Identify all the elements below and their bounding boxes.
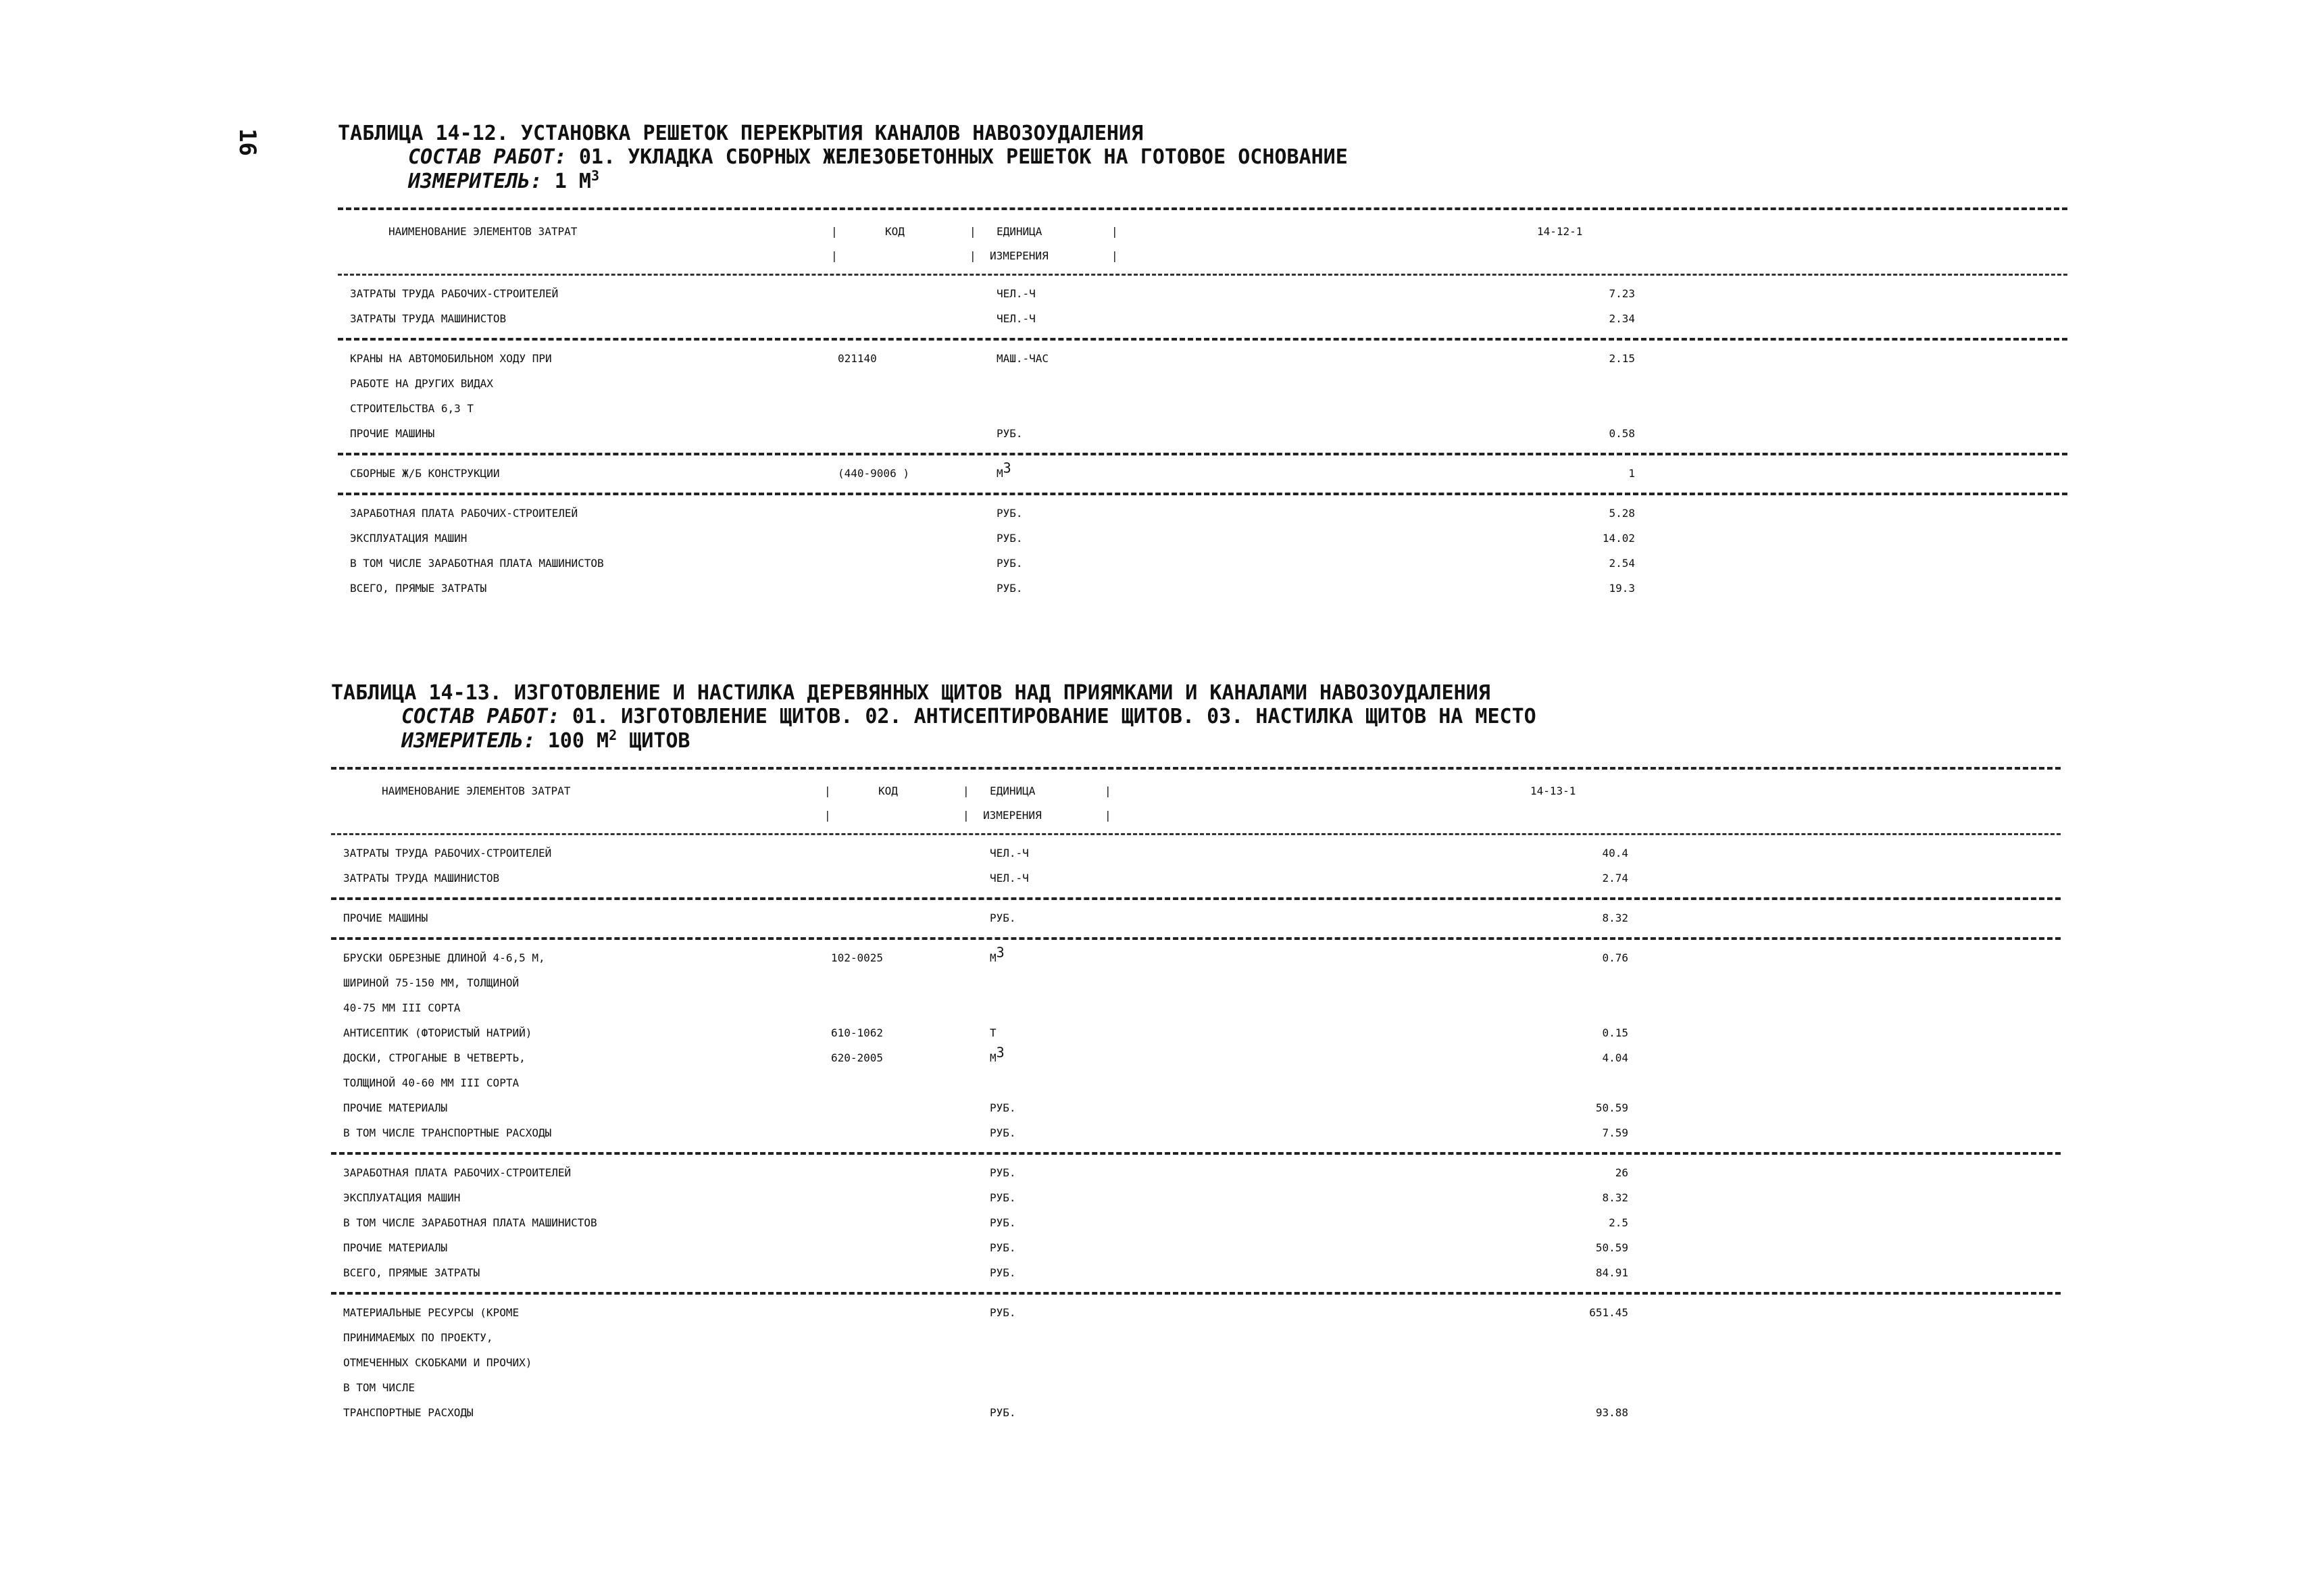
header-unit-line1: ЕДИНИЦА	[990, 784, 1036, 797]
cost-item-name: МАТЕРИАЛЬНЫЕ РЕСУРСЫ (КРОМЕ	[343, 1306, 520, 1319]
unit-of-measure	[997, 281, 1036, 306]
table-row	[331, 1375, 2061, 1400]
cost-item-name: В ТОМ ЧИСЛЕ ЗАРАБОТНАЯ ПЛАТА МАШИНИСТОВ	[350, 557, 604, 570]
table-row	[331, 841, 2061, 866]
norm-value: 7.59	[1602, 1126, 1628, 1139]
measure-sup: 2	[609, 727, 618, 743]
header-unit-line2: ИЗМЕРЕНИЯ	[990, 249, 1049, 262]
unit-superscript: 3	[1003, 459, 1011, 476]
table-row	[331, 1400, 2061, 1425]
measure-sup: 3	[590, 168, 599, 184]
header-separator: |	[824, 809, 831, 822]
cost-item-name: ЗАТРАТЫ ТРУДА МАШИНИСТОВ	[350, 312, 507, 325]
unit-text: РУБ.	[990, 1101, 1016, 1114]
unit-of-measure	[990, 1260, 1016, 1285]
cost-item-name: ЭКСПЛУАТАЦИЯ МАШИН	[350, 532, 468, 545]
header-separator: |	[963, 809, 970, 822]
table-row	[331, 1325, 2061, 1350]
table-row	[338, 281, 2067, 306]
unit-of-measure	[997, 576, 1023, 601]
cost-item-name: ПРОЧИЕ МАШИНЫ	[343, 912, 428, 924]
cost-item-name: ОТМЕЧЕННЫХ СКОБКАМИ И ПРОЧИХ)	[343, 1356, 532, 1369]
unit-text: МАШ.-ЧАС	[997, 352, 1049, 365]
unit-of-measure	[990, 1400, 1016, 1425]
cost-item-name: ПРОЧИЕ МАТЕРИАЛЫ	[343, 1101, 448, 1114]
unit-text: РУБ.	[997, 532, 1023, 545]
unit-of-measure	[990, 1120, 1016, 1145]
table-row	[331, 866, 2061, 891]
unit-of-measure	[990, 841, 1029, 866]
work-composition	[401, 705, 1536, 729]
header-code: КОД	[885, 225, 905, 238]
cost-item-name: ЗАТРАТЫ ТРУДА МАШИНИСТОВ	[343, 872, 500, 884]
norm-value: 2.15	[1609, 352, 1635, 365]
unit-superscript: 3	[996, 944, 1005, 961]
table-row	[338, 396, 2067, 421]
measure-unit	[408, 170, 1348, 194]
table-section	[331, 900, 2061, 937]
header-separator: |	[824, 784, 831, 797]
unit-text: РУБ.	[990, 1406, 1016, 1419]
unit-of-measure	[997, 461, 1011, 486]
table-header	[338, 210, 2067, 274]
resource-code: 021140	[838, 352, 877, 365]
header-name: НАИМЕНОВАНИЕ ЭЛЕМЕНТОВ ЗАТРАТ	[388, 225, 578, 238]
work-label: СОСТАВ РАБОТ:	[401, 705, 560, 728]
unit-of-measure	[990, 1160, 1016, 1185]
header-separator: |	[970, 225, 976, 238]
unit-of-measure	[990, 866, 1029, 891]
header-separator: |	[1111, 225, 1118, 238]
norm-value: 651.45	[1589, 1306, 1628, 1319]
unit-text: РУБ.	[990, 1266, 1016, 1279]
cost-item-name: ПРОЧИЕ МАШИНЫ	[350, 427, 435, 440]
table-row	[331, 1045, 2061, 1070]
cost-item-name: БРУСКИ ОБРЕЗНЫЕ ДЛИНОЙ 4-6,5 М,	[343, 951, 545, 964]
unit-of-measure	[997, 421, 1023, 446]
page-number: 16	[234, 128, 261, 156]
cost-item-name: ЗАТРАТЫ ТРУДА РАБОЧИХ-СТРОИТЕЛЕЙ	[350, 287, 559, 300]
header-unit-line2: ИЗМЕРЕНИЯ	[983, 809, 1042, 822]
norm-value: 50.59	[1595, 1101, 1628, 1114]
cost-item-name: СТРОИТЕЛЬСТВА 6,3 Т	[350, 402, 474, 415]
unit-of-measure	[990, 1300, 1016, 1325]
table-row	[331, 905, 2061, 930]
unit-of-measure	[997, 501, 1023, 526]
unit-of-measure	[990, 1210, 1016, 1235]
table-section	[331, 940, 2061, 1152]
table-row	[331, 1120, 2061, 1145]
norm-value: 40.4	[1602, 847, 1628, 859]
cost-item-name: РАБОТЕ НА ДРУГИХ ВИДАХ	[350, 377, 493, 390]
unit-of-measure	[990, 1185, 1016, 1210]
norm-value: 2.54	[1609, 557, 1635, 570]
unit-of-measure	[990, 1020, 997, 1045]
cost-item-name: ВСЕГО, ПРЯМЫЕ ЗАТРАТЫ	[343, 1266, 480, 1279]
unit-of-measure	[990, 945, 1005, 970]
table-section	[331, 835, 2061, 897]
unit-text: РУБ.	[990, 1306, 1016, 1319]
header-separator: |	[1111, 249, 1118, 262]
table-section	[338, 341, 2067, 453]
work-composition	[408, 145, 1348, 170]
norm-value: 84.91	[1595, 1266, 1628, 1279]
work-text: 01. ИЗГОТОВЛЕНИЕ ЩИТОВ. 02. АНТИСЕПТИРОВАНИЕ ЩИТОВ. 03. НАСТИЛКА ЩИТОВ НА МЕСТО	[572, 705, 1536, 728]
cost-item-name: ЗАРАБОТНАЯ ПЛАТА РАБОЧИХ-СТРОИТЕЛЕЙ	[350, 507, 578, 520]
table-row	[331, 1260, 2061, 1285]
unit-text: М	[990, 1051, 997, 1064]
table-section	[331, 1295, 2061, 1432]
header-unit-line1: ЕДИНИЦА	[997, 225, 1042, 238]
norm-value: 26	[1615, 1166, 1628, 1179]
table-row	[331, 945, 2061, 970]
unit-text: РУБ.	[990, 1126, 1016, 1139]
cost-item-name: ШИРИНОЙ 75-150 ММ, ТОЛЩИНОЙ	[343, 976, 520, 989]
unit-text: РУБ.	[997, 427, 1023, 440]
table-row	[331, 1095, 2061, 1120]
unit-text: РУБ.	[990, 1216, 1016, 1229]
norm-value: 8.32	[1602, 912, 1628, 924]
norm-value: 50.59	[1595, 1241, 1628, 1254]
table-title: ТАБЛИЦА 14-12. УСТАНОВКА РЕШЕТОК ПЕРЕКРЫТИЯ КАНАЛОВ НАВОЗОУДАЛЕНИЯ	[338, 122, 1144, 145]
cost-item-name: 40-75 ММ III СОРТА	[343, 1001, 461, 1014]
table-14-12	[338, 207, 2067, 607]
table-row	[338, 576, 2067, 601]
norm-value: 2.74	[1602, 872, 1628, 884]
header-separator: |	[1105, 784, 1111, 797]
unit-text: Т	[990, 1026, 997, 1039]
resource-code: 620-2005	[831, 1051, 884, 1064]
resource-code: 102-0025	[831, 951, 884, 964]
header-name: НАИМЕНОВАНИЕ ЭЛЕМЕНТОВ ЗАТРАТ	[382, 784, 571, 797]
cost-item-name: ТРАНСПОРТНЫЕ РАСХОДЫ	[343, 1406, 474, 1419]
unit-text: РУБ.	[990, 1191, 1016, 1204]
table-row	[338, 461, 2067, 486]
table-row	[338, 346, 2067, 371]
norm-value: 19.3	[1609, 582, 1635, 595]
cost-item-name: В ТОМ ЧИСЛЕ ЗАРАБОТНАЯ ПЛАТА МАШИНИСТОВ	[343, 1216, 597, 1229]
table-row	[331, 1300, 2061, 1325]
cost-item-name: ВСЕГО, ПРЯМЫЕ ЗАТРАТЫ	[350, 582, 487, 595]
cost-item-name: ПРОЧИЕ МАТЕРИАЛЫ	[343, 1241, 448, 1254]
unit-text: М	[997, 467, 1003, 480]
header-code: КОД	[878, 784, 898, 797]
table-14-12-heading	[338, 122, 1348, 194]
unit-of-measure	[990, 905, 1016, 930]
table-row	[338, 551, 2067, 576]
table-14-13-heading	[331, 681, 1536, 753]
table-row	[331, 1020, 2061, 1045]
norm-value: 0.76	[1602, 951, 1628, 964]
table-row	[338, 421, 2067, 446]
header-column-code: 14-13-1	[1530, 784, 1576, 797]
unit-text: РУБ.	[997, 507, 1023, 520]
cost-item-name: ТОЛЩИНОЙ 40-60 ММ III СОРТА	[343, 1076, 520, 1089]
norm-value: 8.32	[1602, 1191, 1628, 1204]
table-row	[331, 1070, 2061, 1095]
cost-item-name: ЗАТРАТЫ ТРУДА РАБОЧИХ-СТРОИТЕЛЕЙ	[343, 847, 552, 859]
unit-text: ЧЕЛ.-Ч	[997, 287, 1036, 300]
unit-of-measure	[990, 1235, 1016, 1260]
unit-text: ЧЕЛ.-Ч	[990, 872, 1029, 884]
table-row	[338, 501, 2067, 526]
norm-value: 2.34	[1609, 312, 1635, 325]
measure-label: ИЗМЕРИТЕЛЬ:	[401, 729, 536, 753]
resource-code: 610-1062	[831, 1026, 884, 1039]
table-header	[331, 770, 2061, 833]
cost-item-name: ЗАРАБОТНАЯ ПЛАТА РАБОЧИХ-СТРОИТЕЛЕЙ	[343, 1166, 572, 1179]
resource-code: (440-9006 )	[838, 467, 909, 480]
cost-item-name: В ТОМ ЧИСЛЕ	[343, 1381, 415, 1394]
table-row	[338, 371, 2067, 396]
table-section	[338, 455, 2067, 493]
cost-item-name: В ТОМ ЧИСЛЕ ТРАНСПОРТНЫЕ РАСХОДЫ	[343, 1126, 552, 1139]
work-label: СОСТАВ РАБОТ:	[408, 145, 567, 169]
cost-item-name: КРАНЫ НА АВТОМОБИЛЬНОМ ХОДУ ПРИ	[350, 352, 552, 365]
norm-value: 1	[1628, 467, 1635, 480]
norm-value: 4.04	[1602, 1051, 1628, 1064]
unit-text: М	[990, 951, 997, 964]
measure-tail: ЩИТОВ	[617, 729, 690, 753]
norm-value: 0.58	[1609, 427, 1635, 440]
norm-value: 5.28	[1609, 507, 1635, 520]
unit-of-measure	[990, 1095, 1016, 1120]
unit-text: ЧЕЛ.-Ч	[997, 312, 1036, 325]
norm-value: 2.5	[1609, 1216, 1628, 1229]
unit-text: РУБ.	[997, 582, 1023, 595]
cost-item-name: СБОРНЫЕ Ж/Б КОНСТРУКЦИИ	[350, 467, 500, 480]
work-text: 01. УКЛАДКА СБОРНЫХ ЖЕЛЕЗОБЕТОННЫХ РЕШЕТОК НА ГОТОВОЕ ОСНОВАНИЕ	[578, 145, 1348, 169]
unit-text: РУБ.	[990, 1241, 1016, 1254]
table-row	[338, 526, 2067, 551]
table-row	[331, 1235, 2061, 1260]
header-separator: |	[1105, 809, 1111, 822]
table-row	[331, 995, 2061, 1020]
table-row	[338, 306, 2067, 331]
norm-value: 14.02	[1602, 532, 1635, 545]
measure-unit	[401, 729, 1536, 753]
table-row	[331, 1160, 2061, 1185]
header-separator: |	[831, 225, 838, 238]
unit-of-measure	[990, 1045, 1005, 1070]
unit-superscript: 3	[996, 1044, 1005, 1061]
table-row	[331, 1210, 2061, 1235]
unit-text: РУБ.	[997, 557, 1023, 570]
unit-text: ЧЕЛ.-Ч	[990, 847, 1029, 859]
measure-label: ИЗМЕРИТЕЛЬ:	[408, 170, 543, 193]
norm-value: 0.15	[1602, 1026, 1628, 1039]
measure-text: 100 М	[547, 729, 609, 753]
unit-text: РУБ.	[990, 1166, 1016, 1179]
cost-item-name: ПРИНИМАЕМЫХ ПО ПРОЕКТУ,	[343, 1331, 493, 1344]
header-separator: |	[970, 249, 976, 262]
header-separator: |	[831, 249, 838, 262]
header-separator: |	[963, 784, 970, 797]
cost-item-name: ДОСКИ, СТРОГАНЫЕ В ЧЕТВЕРТЬ,	[343, 1051, 526, 1064]
unit-of-measure	[997, 346, 1049, 371]
unit-of-measure	[997, 306, 1036, 331]
table-section	[331, 1155, 2061, 1292]
cost-item-name: АНТИСЕПТИК (ФТОРИСТЫЙ НАТРИЙ)	[343, 1026, 532, 1039]
table-section	[338, 495, 2067, 607]
table-row	[331, 1185, 2061, 1210]
table-row	[331, 970, 2061, 995]
norm-value: 7.23	[1609, 287, 1635, 300]
table-row	[331, 1350, 2061, 1375]
cost-item-name: ЭКСПЛУАТАЦИЯ МАШИН	[343, 1191, 461, 1204]
header-column-code: 14-12-1	[1537, 225, 1583, 238]
unit-of-measure	[997, 526, 1023, 551]
table-14-13	[331, 767, 2061, 1432]
table-section	[338, 276, 2067, 338]
unit-text: РУБ.	[990, 912, 1016, 924]
table-title: ТАБЛИЦА 14-13. ИЗГОТОВЛЕНИЕ И НАСТИЛКА ДЕРЕВЯННЫХ ЩИТОВ НАД ПРИЯМКАМИ И КАНАЛАМИ НАВОЗОУДАЛЕНИЯ	[331, 681, 1490, 705]
norm-value: 93.88	[1595, 1406, 1628, 1419]
measure-text: 1 М	[554, 170, 591, 193]
unit-of-measure	[997, 551, 1023, 576]
